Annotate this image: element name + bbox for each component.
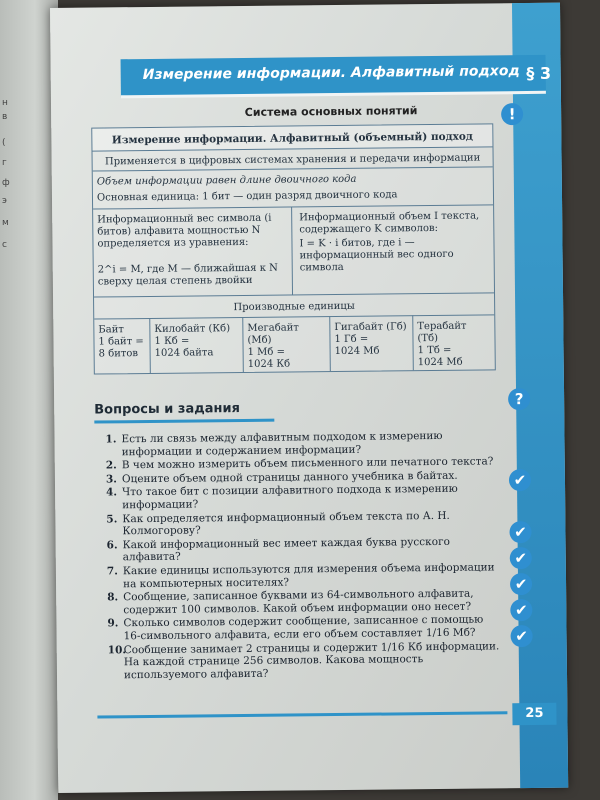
unit-line: 1024 Кб xyxy=(247,358,291,370)
concepts-subtitle: Система основных понятий xyxy=(244,104,418,119)
weight-description: Информационный вес символа (i битов) алфавита мощностью N определяется из уравнения: xyxy=(97,212,272,250)
prev-page-fragment: г xyxy=(2,158,7,168)
weight-formula: 2^i = M, где M — ближайшая к N сверху целая степень двойки xyxy=(97,262,278,288)
question-number: 8. xyxy=(107,591,119,604)
question-number: 3. xyxy=(105,473,117,486)
prev-page-fragment: н xyxy=(2,98,8,108)
table-divider xyxy=(291,206,293,294)
question-text: Оцените объем одной страницы данного учебника в байтах. xyxy=(121,469,458,486)
question-text: Какие единицы используются для измерения объема информации на компьютерных носителях? xyxy=(122,561,495,590)
question-text: Сообщение занимает 2 страницы и содержит 1/16 Кб информации. На каждой странице 256 символов. Какова мощность используемого алфавита? xyxy=(123,639,500,681)
question-number: 2. xyxy=(105,459,117,472)
unit-cell xyxy=(413,318,494,371)
unit-line: 1 Кб = xyxy=(154,335,190,347)
volume-formula: I = K · i битов, где i — информационный вес одного символа xyxy=(299,237,454,274)
table-row xyxy=(93,204,494,297)
question-number: 9. xyxy=(107,617,119,630)
unit-line: 1 байт = xyxy=(98,336,144,348)
unit-name: Мегабайт (Мб) xyxy=(247,322,299,346)
list-item xyxy=(105,429,499,458)
list-item xyxy=(107,639,502,682)
check-icon: ✔ xyxy=(509,521,531,543)
exclamation-icon: ! xyxy=(501,103,523,125)
prev-page-fragment: м xyxy=(2,218,9,228)
unit-line: 8 битов xyxy=(98,348,139,360)
list-item xyxy=(106,561,501,590)
unit-cell xyxy=(150,321,240,362)
check-icon: ✔ xyxy=(509,469,531,491)
prev-page-fragment: э xyxy=(2,196,7,206)
question-text: Есть ли связь между алфавитным подходом к измерению информации и содержанием информации? xyxy=(121,429,443,458)
previous-page-edge xyxy=(0,0,58,800)
list-item xyxy=(107,613,501,643)
unit-line: 1024 Мб xyxy=(334,345,380,358)
page-number: 25 xyxy=(512,703,556,725)
questions-list xyxy=(105,429,502,682)
unit-cell xyxy=(243,320,329,373)
question-text: Сколько символов содержит сообщение, записанное с помощью 16-символьного алфавита, если его объем составляет 1/16 Мб? xyxy=(123,613,484,643)
section-badge: § 3 xyxy=(526,63,552,84)
textbook-page xyxy=(50,3,568,793)
unit-name: Байт xyxy=(98,324,124,336)
table-header: Измерение информации. Алфавитный (объемный) подход xyxy=(111,130,473,147)
list-item xyxy=(106,509,500,538)
question-number: 7. xyxy=(106,565,118,578)
question-number: 6. xyxy=(106,539,118,552)
unit-line: 1 Мб = xyxy=(247,346,286,358)
question-text: В чем можно измерить объем письменного или печатного текста? xyxy=(121,455,494,472)
check-icon: ✔ xyxy=(510,625,532,647)
prev-page-fragment: ф xyxy=(2,178,10,188)
question-number: 5. xyxy=(106,512,118,526)
check-icon: ✔ xyxy=(510,599,532,621)
check-icon: ✔ xyxy=(510,547,532,569)
prev-page-fragment: с xyxy=(2,240,7,250)
table-row xyxy=(93,166,493,209)
question-number: 4. xyxy=(106,486,118,499)
list-item xyxy=(106,483,500,512)
units-row xyxy=(94,314,495,373)
question-text: Какой информационный вес имеет каждая буква русского алфавита? xyxy=(122,535,450,564)
unit-line: 1 Гб = xyxy=(334,333,369,346)
volume-definition: Объем информации равен длине двоичного кода xyxy=(96,173,357,188)
question-icon: ? xyxy=(508,388,530,410)
unit-line: 1024 Мб xyxy=(417,356,463,369)
unit-cell xyxy=(94,322,149,363)
concepts-table xyxy=(91,123,496,374)
check-icon: ✔ xyxy=(510,573,532,595)
unit-name: Килобайт (Кб) xyxy=(154,323,231,335)
prev-page-fragment: ( xyxy=(2,138,6,148)
questions-heading: Вопросы и задания xyxy=(94,401,241,418)
question-text: Как определяется информационный объем текста по А. Н. Колмогорову? xyxy=(122,509,450,538)
prev-page-fragment: в xyxy=(2,112,8,122)
heading-underline xyxy=(94,419,274,424)
derived-units-label: Производные единицы xyxy=(233,300,355,314)
chapter-title: Измерение информации. Алфавитный подход xyxy=(142,63,520,84)
list-item xyxy=(106,535,501,564)
question-number: 1. xyxy=(105,433,117,446)
unit-cell xyxy=(330,319,415,360)
unit-line: 1024 байта xyxy=(154,347,214,359)
unit-name: Гигабайт (Гб) xyxy=(334,321,407,334)
unit-name: Терабайт (Тб) xyxy=(417,320,467,345)
footer-line xyxy=(97,711,507,718)
question-text: Сообщение, записанное буквами из 64-символьного алфавита, содержит 100 символов. Какой объем информации оно несет? xyxy=(123,587,474,616)
list-item xyxy=(107,587,501,616)
unit-line: 1 Тб = xyxy=(417,344,452,357)
applies-text: Применяется в цифровых системах хранения и передачи информации xyxy=(104,152,481,168)
base-unit: Основная единица: 1 бит — один разряд двоичного кода xyxy=(96,189,398,204)
volume-description: Информационный объем I текста, содержащего K символов: xyxy=(299,210,480,236)
question-text: Что такое бит с позиции алфавитного подхода к измерению информации? xyxy=(122,483,458,512)
question-number: 10. xyxy=(107,643,127,656)
